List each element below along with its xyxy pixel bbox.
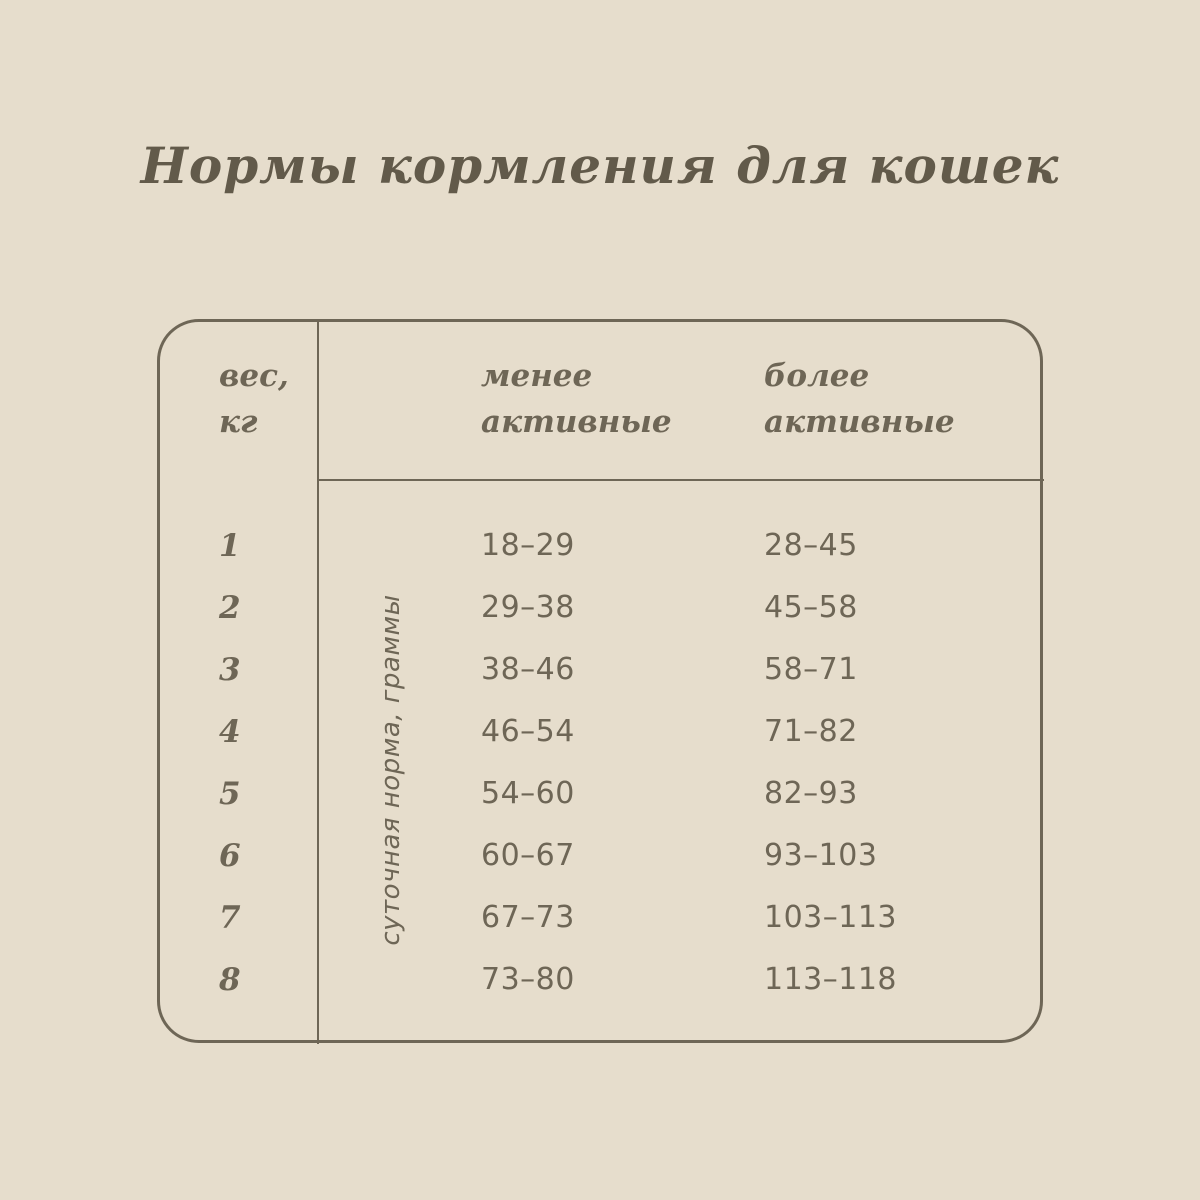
header-weight-line1: вес, <box>219 358 289 394</box>
table-body <box>0 520 1200 1016</box>
table-row <box>0 954 1200 1016</box>
weight-cell: 8 <box>219 962 241 998</box>
header-less-active <box>481 353 672 445</box>
table-row <box>0 582 1200 644</box>
header-less-active-line2: активные <box>481 404 672 440</box>
table-row <box>0 520 1200 582</box>
header-weight-line2: кг <box>219 404 258 440</box>
less-active-cell: 67–73 <box>481 900 575 935</box>
less-active-cell: 29–38 <box>481 590 575 625</box>
more-active-cell: 28–45 <box>764 528 858 563</box>
header-more-active-line2: активные <box>764 404 955 440</box>
table-row <box>0 644 1200 706</box>
weight-cell: 6 <box>219 838 241 874</box>
more-active-cell: 45–58 <box>764 590 858 625</box>
table-row <box>0 892 1200 954</box>
weight-cell: 4 <box>219 714 241 750</box>
daily-norm-label: суточная норма, граммы <box>376 594 406 946</box>
less-active-cell: 73–80 <box>481 962 575 997</box>
header-divider <box>318 479 1044 481</box>
table-row <box>0 830 1200 892</box>
table-row <box>0 706 1200 768</box>
header-more-active <box>764 353 955 445</box>
weight-cell: 3 <box>219 652 241 688</box>
less-active-cell: 46–54 <box>481 714 575 749</box>
table-row <box>0 768 1200 830</box>
weight-cell: 1 <box>219 528 241 564</box>
less-active-cell: 18–29 <box>481 528 575 563</box>
less-active-cell: 38–46 <box>481 652 575 687</box>
more-active-cell: 93–103 <box>764 838 878 873</box>
more-active-cell: 58–71 <box>764 652 858 687</box>
weight-cell: 5 <box>219 776 241 812</box>
less-active-cell: 54–60 <box>481 776 575 811</box>
header-weight <box>219 353 289 445</box>
weight-cell: 2 <box>219 590 241 626</box>
header-less-active-line1: менее <box>481 358 593 394</box>
more-active-cell: 82–93 <box>764 776 858 811</box>
page-title: Нормы кормления для кошек <box>140 136 1060 195</box>
more-active-cell: 113–118 <box>764 962 898 997</box>
more-active-cell: 71–82 <box>764 714 858 749</box>
more-active-cell: 103–113 <box>764 900 898 935</box>
weight-cell: 7 <box>219 900 241 936</box>
less-active-cell: 60–67 <box>481 838 575 873</box>
header-more-active-line1: более <box>764 358 870 394</box>
